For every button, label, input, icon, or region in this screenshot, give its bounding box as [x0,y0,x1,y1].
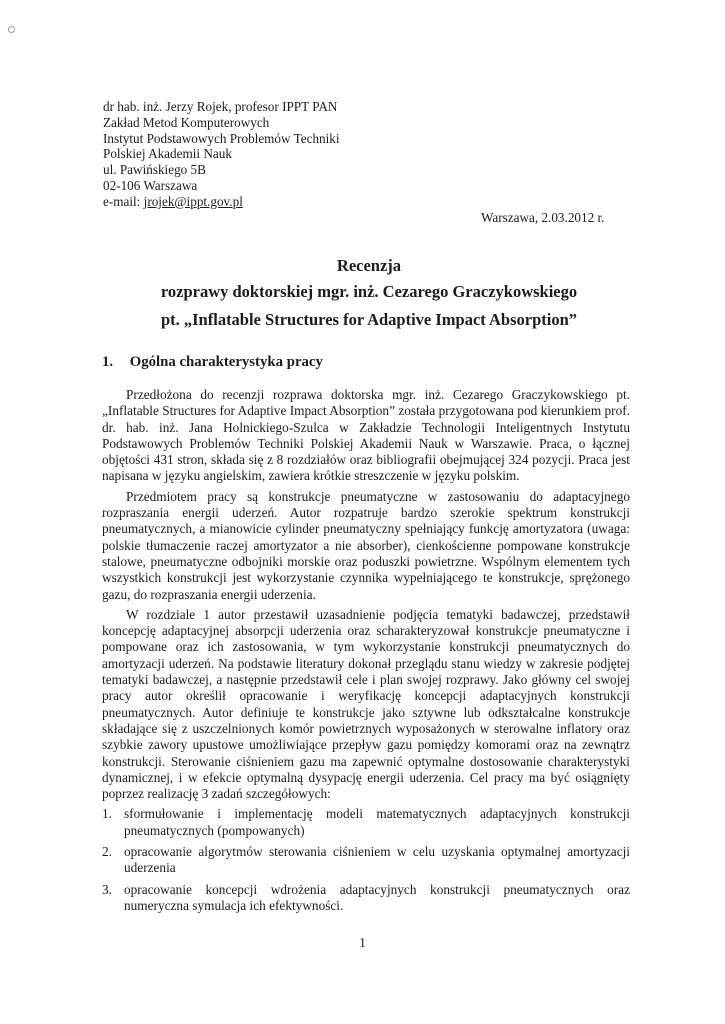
sender-city: 02-106 Warszawa [103,177,198,193]
sender-institute: Instytut Podstawowych Problemów Techniki [103,130,340,146]
document-title-block [100,256,638,330]
list-item-number: 3. [102,881,112,897]
list-item [102,806,630,839]
sender-email-label: e-mail: [103,193,141,209]
sender-street: ul. Pawińskiego 5B [103,162,206,178]
sender-name: dr hab. inż. Jerzy Rojek, profesor IPPT PAN [103,99,338,114]
goals-list [102,806,630,914]
document-title: Recenzja [336,256,402,275]
sender-address-block [103,99,340,210]
document-date: Warszawa, 2.03.2012 r. [481,210,605,225]
section-title: Ogólna charakterystyka pracy [129,354,323,370]
list-item-text: opracowanie koncepcji wdrożenia adaptacyjnych konstrukcji pneumatycznych oraz numeryczna symulacja ich efektywności. [124,881,630,913]
document-subtitle-line: rozprawy doktorskiej mgr. inż. Cezarego Graczykowskiego [160,282,578,301]
paragraph: Przedłożona do recenzji rozprawa doktorska mgr. inż. Cezarego Graczykowskiego pt. „Inflatable Structures for Adaptive Impact Absorption” została przygotowana pod kierunkiem prof. dr. hab. inż. Jana Holnickiego-Szulca w Zakładzie Technologii Inteligentnych Instytutu Podstawowych Problemów Techniki Polskiej Akademii Nauk w Warszawie. Praca, o łącznej objętości 431 stron, składa się z 8 rozdziałów oraz bibliografii obejmującej 324 pozycji. Praca jest napisana w języku angielskim, zawiera krótkie streszczenie w języku polskim. [102,387,630,484]
list-item [102,882,630,915]
sender-email-line [103,194,340,210]
paragraph: W rozdziale 1 autor przestawił uzasadnienie podjęcia tematyki badawczej, przedstawił koncepcję adaptacyjnej absorpcji uderzenia oraz scharakteryzował konstrukcje pneumatyczne i pompowane oraz ich zastosowania, w tym wykorzystanie konstrukcji pneumatycznych do amortyzacji uderzeń. Na podstawie literatury dokonał przeglądu stanu wiedzy w zakresie podjętej tematyki badawczej, a następnie przedstawił cele i plan swojej rozprawy. Jako główny cel swojej pracy autor określił opracowanie i weryfikację koncepcji adaptacyjnych konstrukcji pneumatycznych. Autor definiuje te konstrukcje jako sztywne lub odkształcalne konstrukcje składające się z uszczelnionych komór powietrznych wyposażonych w sterowalne inflatory oraz szybkie zawory upustowe umożliwiające przepływ gazu pomiędzy komorami oraz na zewnątrz konstrukcji. Sterowanie ciśnieniem gazu ma zapewnić optymalne dostosowanie charakterystyki dynamicznej, i w efekcie optymalną dysypację energii uderzenia. Cel pracy ma być osiągnięty poprzez realizację 3 zadań szczegółowych: [102,606,630,802]
sender-department: Zakład Metod Komputerowych [103,114,270,130]
list-item-text: sformułowanie i implementację modeli matematycznych adaptacyjnych konstrukcji pneumatycznych (pompowanych) [124,806,630,838]
list-item-number: 1. [102,806,112,822]
page-number: 1 [359,935,366,950]
section-heading [102,354,323,371]
sender-academy: Polskiej Akademii Nauk [103,146,232,162]
paragraph: Przedmiotem pracy są konstrukcje pneumatyczne w zastosowaniu do adaptacyjnego rozpraszania energii uderzeń. Autor rozpatruje bardzo szerokie spektrum konstrukcji pneumatycznych, a mianowicie cylinder pneumatyczny spełniający funkcję amortyzatora (uwaga: polskie tłumaczenie raczej amortyzator a nie absorber), cienkościenne pompowane konstrukcje stalowe, pneumatyczne odbojniki morskie oraz poduszki powietrzne. Wspólnym elementem tych wszystkich konstrukcji jest wykorzystanie czynnika wypełniającego te konstrukcje, sprężonego gazu, do rozpraszania energii uderzenia. [102,488,630,602]
scan-artifact-mark [8,26,15,33]
list-item-number: 2. [102,844,112,860]
review-body [102,387,630,919]
document-thesis-title: pt. „Inflatable Structures for Adaptive Impact Absorption” [160,310,578,329]
list-item [102,844,630,877]
list-item-text: opracowanie algorytmów sterowania ciśnieniem w celu uzyskania optymalnej amortyzacji uderzenia [124,844,630,876]
section-number: 1. [102,354,114,370]
sender-email-link[interactable]: jrojek@ippt.gov.pl [143,193,243,209]
